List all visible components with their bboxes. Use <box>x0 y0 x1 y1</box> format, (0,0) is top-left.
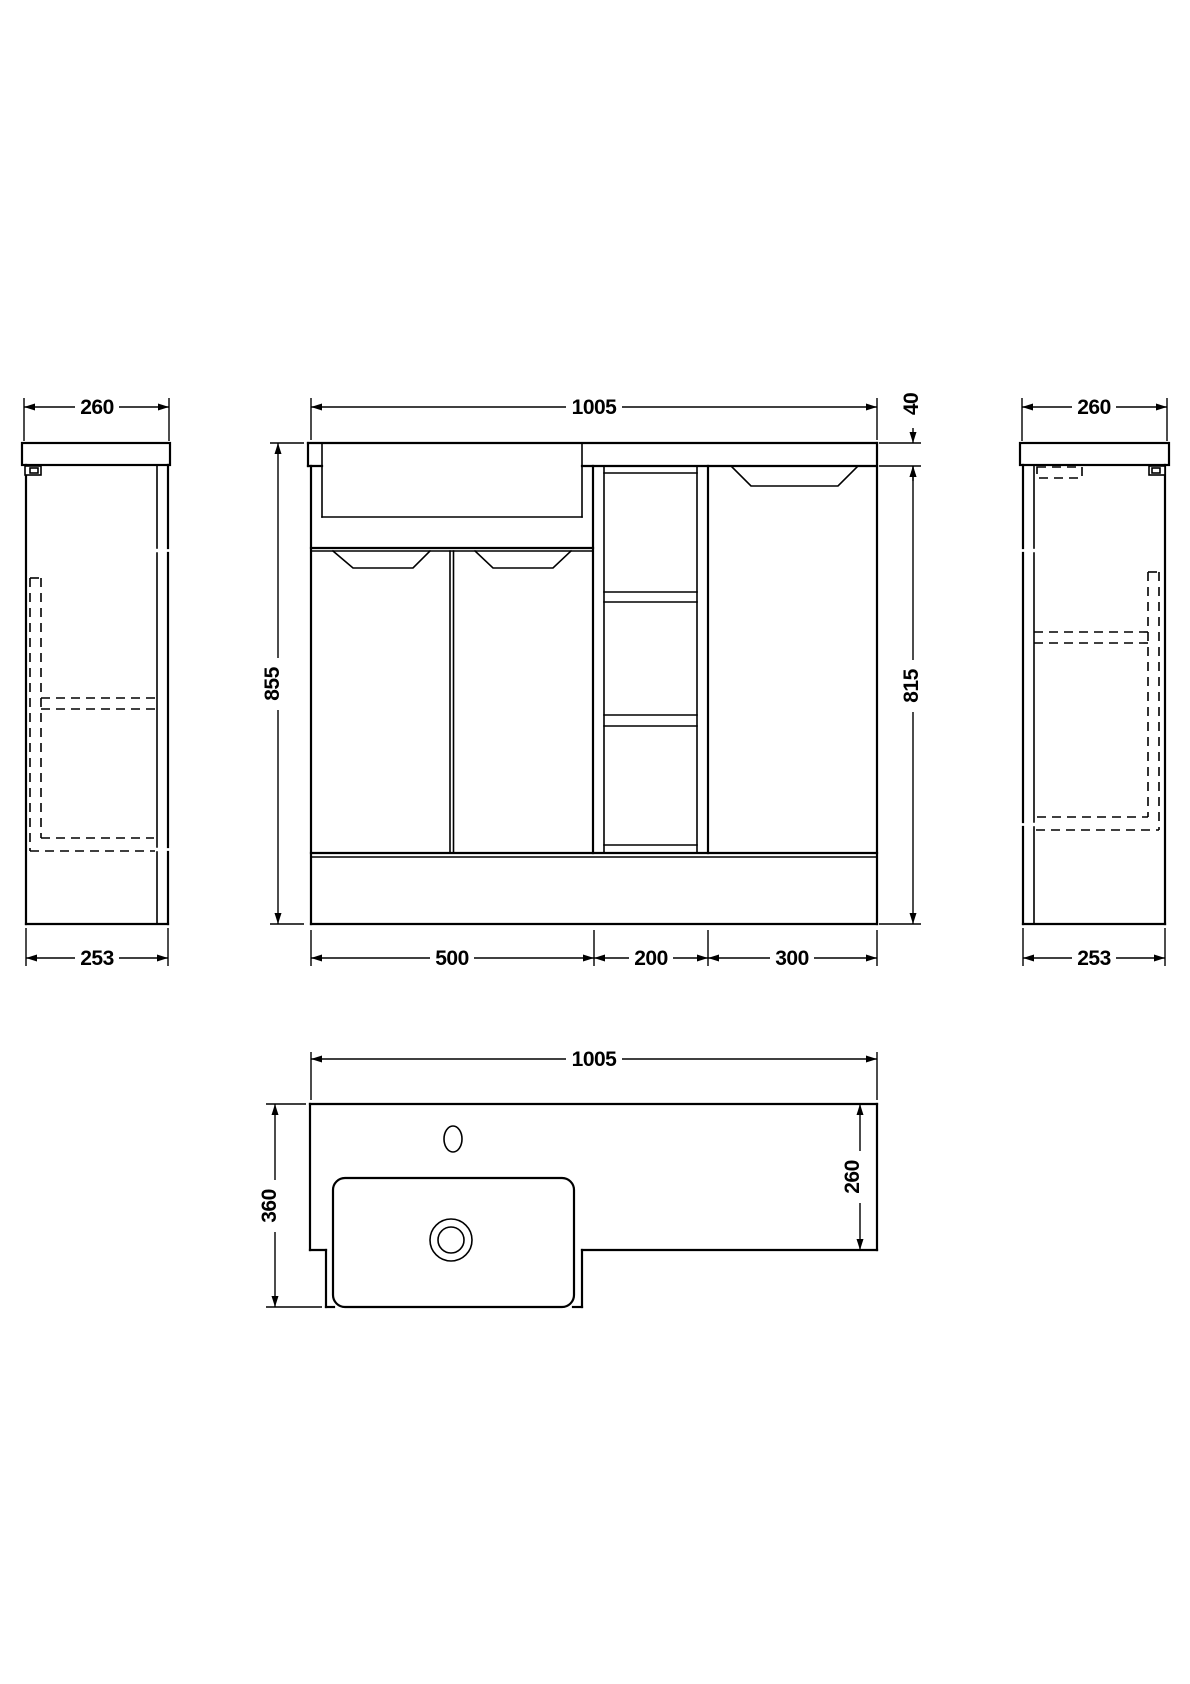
dim-worktop-thickness <box>879 388 923 481</box>
dim-left-bottom-depth <box>26 928 168 970</box>
worktop-front <box>308 443 877 466</box>
dim-right-top-width <box>1022 396 1167 441</box>
dim-left-top-width <box>24 396 169 441</box>
hidden-internal-lines <box>30 578 157 851</box>
dim-label: 360 <box>258 1189 281 1223</box>
dim-label: 300 <box>775 947 809 970</box>
dim-label: 260 <box>841 1160 864 1194</box>
left-side-view <box>22 396 170 970</box>
open-shelf-column <box>593 466 708 853</box>
hidden-internal-lines <box>1034 467 1159 830</box>
dim-plan-right-depth <box>841 1104 864 1250</box>
dim-label: 855 <box>261 667 284 701</box>
dim-front-sections <box>311 930 877 970</box>
dim-plan-width <box>311 1048 877 1100</box>
dim-label: 1005 <box>571 396 617 419</box>
right-door <box>731 466 858 486</box>
dim-carcass-height <box>879 466 923 924</box>
semi-recessed-basin-front <box>322 443 582 517</box>
front-view <box>261 388 923 970</box>
dim-front-top-width <box>311 396 877 440</box>
door-handle-recess <box>333 551 430 568</box>
dim-right-bottom-depth <box>1023 928 1165 970</box>
basin-waste-inner <box>438 1227 464 1253</box>
hinge-icon <box>1149 466 1165 475</box>
dim-label: 1005 <box>571 1048 617 1071</box>
dim-label: 815 <box>900 669 923 703</box>
worktop-side <box>1020 443 1169 465</box>
cabinet-side-body <box>1023 465 1165 924</box>
cabinet-side-body <box>26 465 168 924</box>
dim-label: 260 <box>80 396 114 419</box>
hidden-handle-recess <box>1037 467 1082 478</box>
hinge-icon <box>25 466 41 475</box>
left-double-doors <box>333 551 571 853</box>
door-handle-recess <box>475 551 571 568</box>
dim-label: 500 <box>435 947 469 970</box>
dim-label: 260 <box>1077 396 1111 419</box>
dim-label: 253 <box>1077 947 1111 970</box>
dim-plan-left-depth <box>258 1104 322 1307</box>
dim-label: 40 <box>900 392 923 416</box>
basin-plan <box>333 1178 574 1307</box>
dim-label: 200 <box>634 947 668 970</box>
tap-hole <box>444 1126 462 1152</box>
dim-front-overall-height <box>261 443 304 924</box>
right-side-view <box>1020 396 1169 970</box>
plan-view <box>258 1048 877 1307</box>
dim-label: 253 <box>80 947 114 970</box>
worktop-side <box>22 443 170 465</box>
door-handle-recess <box>731 466 858 486</box>
